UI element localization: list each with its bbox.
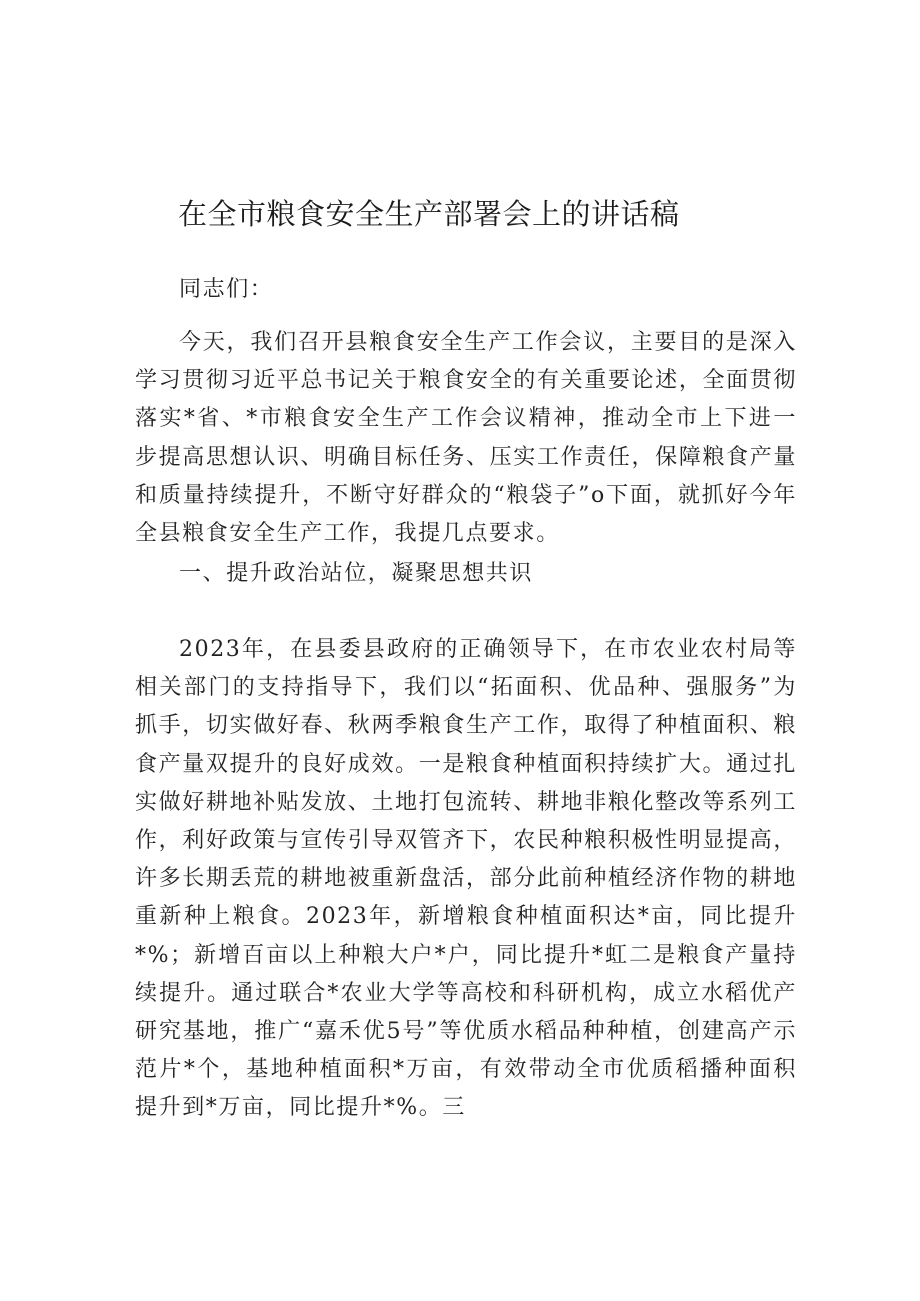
document-title: 在全市粮食安全生产部署会上的讲话稿	[178, 197, 680, 231]
section-heading-1: 一、提升政治站位，凝聚思想共识	[179, 561, 534, 586]
paragraph-intro: 今天，我们召开县粮食安全生产工作会议，主要目的是深入学习贯彻习近平总书记关于粮食安全的有关重要论述，全面贯彻落实*省、*市粮食安全生产工作会议精神，推动全市上下进一步提高思想认识、明确目标任务、压实工作责任，保障粮食产量和质量持续提升，不断守好群众的“粮袋子”o下面，就抓好今年全县粮食安全生产工作，我提几点要求。	[135, 330, 797, 547]
salutation: 同志们：	[179, 277, 274, 302]
paragraph-achievements: 2023年，在县委县政府的正确领导下，在市农业农村局等相关部门的支持指导下，我们以“拓面积、优品种、强服务”为抓手，切实做好春、秋两季粮食生产工作，取得了种植面积、粮食产量双提升的良好成效。一是粮食种植面积持续扩大。通过扎实做好耕地补贴发放、土地打包流转、耕地非粮化整改等系列工作，利好政策与宣传引导双管齐下，农民种粮积极性明显提高，许多长期丢荒的耕地被重新盘活，部分此前种植经济作物的耕地重新种上粮食。2023年，新增粮食种植面积达*亩，同比提升*%；新增百亩以上种粮大户*户，同比提升*虹二是粮食产量持续提升。通过联合*农业大学等高校和科研机构，成立水稻优产研究基地，推广“嘉禾优5号”等优质水稻品种种植，创建高产示范片*个，基地种植面积*万亩，有效带动全市优质稻播种面积提升到*万亩，同比提升*%。三	[135, 637, 797, 1121]
